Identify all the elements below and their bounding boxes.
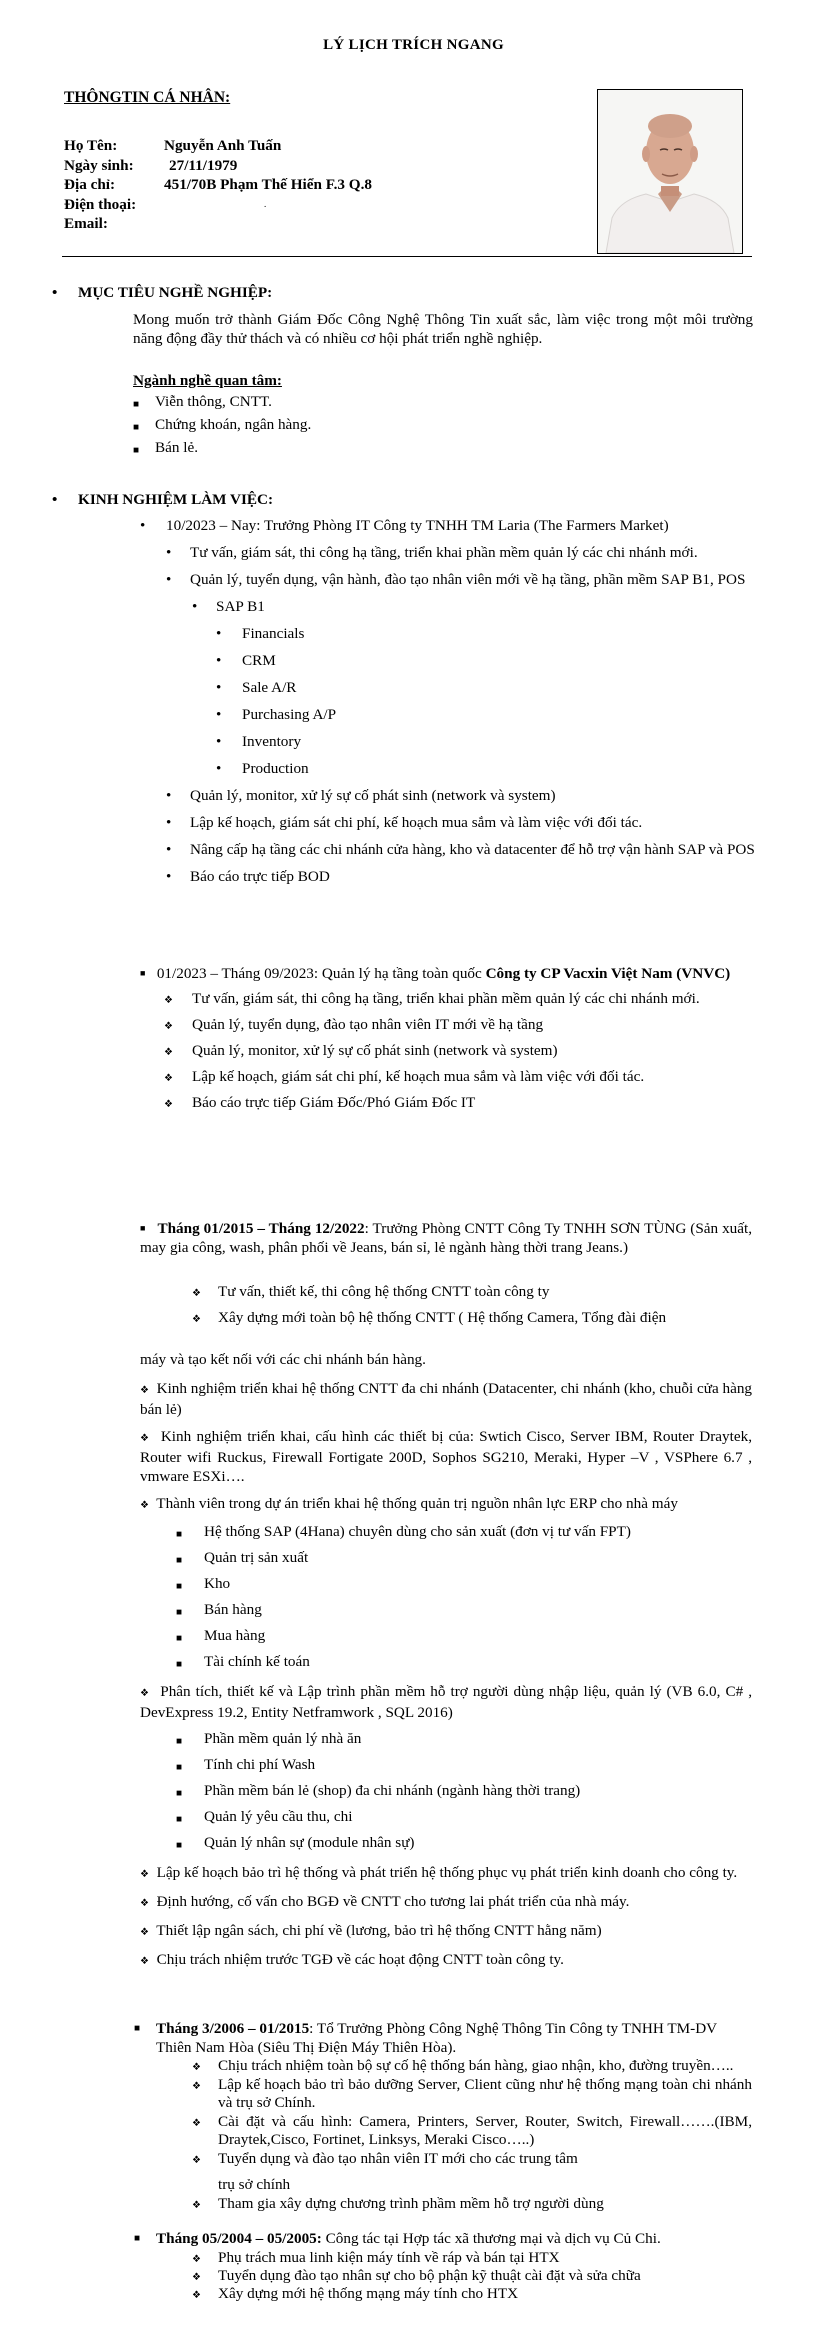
list-item: ❖ Lập kế hoạch bảo trì hệ thống và phát triển hệ thống phục vụ phát triển kinh doanh cho công ty. <box>140 1864 738 1881</box>
list-item: ■ Quản lý nhân sự (module nhân sự) <box>176 1833 752 1859</box>
personal-info-fields <box>64 136 372 234</box>
list-item: ❖ Tư vấn, thiết kế, thi công hệ thống CNTT toàn công ty <box>192 1282 752 1301</box>
bullet-icon: • <box>52 491 58 508</box>
list-item: ❖ Thành viên trong dự án triển khai hệ thống quản trị nguồn nhân lực ERP cho nhà máy <box>140 1495 678 1512</box>
document-title: LÝ LỊCH TRÍCH NGANG <box>323 37 504 53</box>
list-item: • Production <box>216 760 309 777</box>
profile-photo <box>597 89 743 254</box>
list-item: • Inventory <box>216 733 302 750</box>
field-phone: Điện thoại: . <box>64 195 267 213</box>
personal-info-heading: THÔNGTIN CÁ NHÂN: <box>64 89 231 106</box>
list-item: ■ Hệ thống SAP (4Hana) chuyên dùng cho sản xuất (đơn vị tư vấn FPT) <box>176 1522 752 1548</box>
job-3-details-2: máy và tạo kết nối với các chi nhánh bán hàng. ❖ Kinh nghiệm triển khai hệ thống CNTT đa chi nhánh (Datacenter, chi nhánh (kho, chuỗi cửa hàng bán lẻ) ❖ Kinh nghiệm triển khai, cấu hình các thiết bị của: Swtich Cisco, Server IBM, Router Draytek, Router wifi Ruckus, Firewall Fortigate 200D, Sophos SG210, Meraki, Hyper –V , VSPhere 6.7 , vmware ESXi…. ❖ Thành viên trong dự án triển khai hệ thống quản trị nguồn nhân lực ERP cho nhà máy ■ Hệ thống SAP (4Hana) chuyên dùng cho sản xuất (đơn vị tư vấn FPT) ■ Quản trị sản xuất ■ Kho ■ Bán hàng ■ Mua hàng ■ Tài chính kế toán ❖ Phân tích, thiết kế và Lập trình phần mềm hỗ trợ người dùng nhập liệu, quản lý (VB 6.0, C# , DevExpress 19.2, Entity Netframwork , SQL 2016) ■ Phần mềm quản lý nhà ăn ■ Tính chi phí Wash ■ Phần mềm bán lẻ (shop) đa chi nhánh (ngành hàng thời trang) ■ Quản lý yêu cầu thu, chi ■ Quản lý nhân sự (module nhân sự) ❖ Lập kế hoạch bảo trì hệ thống và phát triển hệ thống phục vụ phát triển kinh doanh cho công ty. ❖ Định hướng, cố vấn cho BGĐ về CNTT cho tương lai phát triển của nhà máy. ❖ Thiết lập ngân sách, chi phí về (lương, bảo trì hệ thống CNTT hằng năm) ❖ Chịu trách nhiệm trước TGĐ về các hoạt động CNTT toàn công ty. <box>140 1350 752 1971</box>
list-item: ■ Tính chi phí Wash <box>176 1755 752 1781</box>
job-5 <box>134 2230 754 2303</box>
list-item: ❖ Chịu trách nhiệm trước TGĐ về các hoạt động CNTT toàn công ty. <box>140 1951 564 1968</box>
interest-heading: Ngành nghề quan tâm: <box>133 372 282 389</box>
list-item: ■ Phần mềm quản lý nhà ăn <box>176 1729 752 1755</box>
field-address: Địa chỉ: 451/70B Phạm Thế Hiển F.3 Q.8 <box>64 176 373 193</box>
list-item: ❖ Phân tích, thiết kế và Lập trình phần mềm hỗ trợ người dùng nhập liệu, quản lý (VB 6.0, C# , DevExpress 19.2, Entity Netframwork , SQL 2016) <box>140 1683 753 1721</box>
portrait-icon <box>598 90 742 253</box>
bullet-icon: • <box>52 284 58 301</box>
list-item: ■ Mua hàng <box>176 1626 752 1652</box>
list-item: ❖ Xây dựng mới toàn bộ hệ thống CNTT ( Hệ thống Camera, Tổng đài điện <box>192 1308 752 1327</box>
list-item: ■ Bán hàng <box>176 1600 752 1626</box>
list-item: ❖ Định hướng, cố vấn cho BGĐ về CNTT cho tương lai phát triển của nhà máy. <box>140 1893 630 1910</box>
field-name: Họ Tên: Nguyễn Anh Tuấn <box>64 137 282 154</box>
job-4 <box>134 2019 754 2057</box>
field-birthdate: Ngày sinh: 27/11/1979 <box>64 156 238 174</box>
list-item: ❖ Lập kế hoạch bảo trì bảo dưỡng Server, Client cũng như hệ thống mạng toàn chi nhánh và trụ sở Chính. <box>192 2076 752 2112</box>
list-item: ❖ Báo cáo trực tiếp Giám Đốc/Phó Giám Đốc IT <box>164 1093 752 1112</box>
list-item: ■ Kho <box>176 1574 752 1600</box>
list-item: • CRM <box>216 652 276 669</box>
field-email: Email: <box>64 215 108 232</box>
job-3-title: ■ Tháng 01/2015 – Tháng 12/2022: Trưởng Phòng CNTT Công Ty TNHH SƠN TÙNG (Sản xuất, may gia công, wash, phân phối về Jeans, bán sỉ, lẻ ngành hàng thời trang Jeans.) <box>140 1220 753 1256</box>
list-item: ❖ Chịu trách nhiệm toàn bộ sự cố hệ thống bán hàng, giao nhận, kho, đường truyền….. <box>192 2057 752 2075</box>
interest-list <box>133 392 311 461</box>
list-item: • Quản lý, tuyển dụng, vận hành, đào tạo nhân viên mới về hạ tầng, phần mềm SAP B1, POS <box>166 571 746 588</box>
list-item: ■ Chứng khoán, ngân hàng. <box>133 415 311 438</box>
list-item: ❖ Thiết lập ngân sách, chi phí về (lương, bảo trì hệ thống CNTT hằng năm) <box>140 1922 602 1939</box>
job-2-title: ■ 01/2023 – Tháng 09/2023: Quản lý hạ tầng toàn quốc Công ty CP Vacxin Việt Nam (VNVC) <box>140 965 731 982</box>
list-item: ❖ Kinh nghiệm triển khai hệ thống CNTT đa chi nhánh (Datacenter, chi nhánh (kho, chuỗi cửa hàng bán lẻ) <box>140 1380 753 1418</box>
list-item: ❖ Tuyển dụng và đào tạo nhân viên IT mới cho các trung tâm <box>192 2150 752 2168</box>
list-item: ■ Quản trị sản xuất <box>176 1548 752 1574</box>
list-item: ❖ Xây dựng mới hệ thống mạng máy tính cho HTX <box>192 2285 754 2303</box>
list-item: • Tư vấn, giám sát, thi công hạ tầng, triển khai phần mềm quản lý các chi nhánh mới. <box>166 544 698 561</box>
job-3-details <box>192 1282 752 1327</box>
divider <box>62 256 752 257</box>
list-item: • Quản lý, monitor, xử lý sự cố phát sinh (network và system) <box>166 787 556 804</box>
job-4-title: ■ Tháng 3/2006 – 01/2015: Tổ Trưởng Phòng Công Nghệ Thông Tin Công ty TNHH TM-DV Thiên Nam Hòa (Siêu Thị Điện Máy Thiên Hòa). <box>134 2020 717 2056</box>
list-item: ❖ Quản lý, monitor, xử lý sự cố phát sinh (network và system) <box>164 1041 752 1060</box>
job-1-title: • 10/2023 – Nay: Trưởng Phòng IT Công ty TNHH TM Laria (The Farmers Market) <box>140 517 669 534</box>
list-item: ❖ Phụ trách mua linh kiện máy tính về ráp và bán tại HTX <box>192 2249 754 2267</box>
list-item: ■ Quản lý yêu cầu thu, chi <box>176 1807 752 1833</box>
job-2 <box>140 964 752 1112</box>
list-item: • Nâng cấp hạ tầng các chi nhánh cửa hàng, kho và datacenter để hỗ trợ vận hành SAP và POS <box>166 841 755 858</box>
list-item: • Purchasing A/P <box>216 706 337 723</box>
list-item: ❖ Lập kế hoạch, giám sát chi phí, kế hoạch mua sắm và làm việc với đối tác. <box>164 1067 752 1086</box>
list-item: ❖ Cài đặt và cấu hình: Camera, Printers, Server, Router, Switch, Firewall…….(IBM, Draytek,Cisco, Fortinet, Linksys, Meraki Cisco…..) <box>192 2113 752 2149</box>
list-item: ■ Tài chính kế toán <box>176 1652 752 1678</box>
job-5-title: ■ Tháng 05/2004 – 05/2005: Công tác tại Hợp tác xã thương mại và dịch vụ Củ Chi. <box>134 2230 661 2247</box>
job-1 <box>140 516 760 886</box>
list-item: ❖ Tư vấn, giám sát, thi công hạ tầng, triển khai phần mềm quản lý các chi nhánh mới. <box>164 989 752 1008</box>
list-item: • Lập kế hoạch, giám sát chi phí, kế hoạch mua sắm và làm việc với đối tác. <box>166 814 643 831</box>
job-4-details: ❖ Chịu trách nhiệm toàn bộ sự cố hệ thống bán hàng, giao nhận, kho, đường truyền….. ❖ Lập kế hoạch bảo trì bảo dưỡng Server, Client cũng như hệ thống mạng toàn chi nhánh và trụ sở Chính. ❖ Cài đặt và cấu hình: Camera, Printers, Server, Router, Switch, Firewall…….(IBM, Draytek,Cisco, Fortinet, Linksys, Meraki Cisco…..) ❖ Tuyển dụng và đào tạo nhân viên IT mới cho các trung tâm trụ sở chính ❖ Tham gia xây dựng chương trình phầm mềm hỗ trợ người dùng <box>192 2057 752 2213</box>
list-item: ❖ Tham gia xây dựng chương trình phầm mềm hỗ trợ người dùng <box>192 2195 752 2213</box>
list-item: ❖ Kinh nghiệm triển khai, cấu hình các thiết bị của: Swtich Cisco, Server IBM, Router Draytek, Router wifi Ruckus, Firewall Fortigate 200D, Sophos SG210, Meraki, Hyper –V , VSPhere 6.7 , vmware ESXi…. <box>140 1428 752 1485</box>
list-item: • Sale A/R <box>216 679 297 696</box>
job-3 <box>140 1219 752 1257</box>
objective-text: Mong muốn trở thành Giám Đốc Công Nghệ Thông Tin xuất sắc, làm việc trong một môi trường năng động đầy thử thách và có nhiều cơ hội phát triển nghề nghiệp. <box>133 311 753 347</box>
list-item: ❖ Tuyển dụng đào tạo nhân sự cho bộ phận kỹ thuật cài đặt và sửa chữa <box>192 2267 754 2285</box>
list-item: • SAP B1 <box>192 598 265 615</box>
list-item: ■ Bán lẻ. <box>133 438 311 461</box>
list-item: ■ Viễn thông, CNTT. <box>133 392 311 415</box>
list-item: ■ Phần mềm bán lẻ (shop) đa chi nhánh (ngành hàng thời trang) <box>176 1781 752 1807</box>
list-item: • Financials <box>216 625 305 642</box>
list-item: ❖ Quản lý, tuyển dụng, đào tạo nhân viên IT mới về hạ tầng <box>164 1015 752 1034</box>
list-item: • Báo cáo trực tiếp BOD <box>166 868 330 885</box>
